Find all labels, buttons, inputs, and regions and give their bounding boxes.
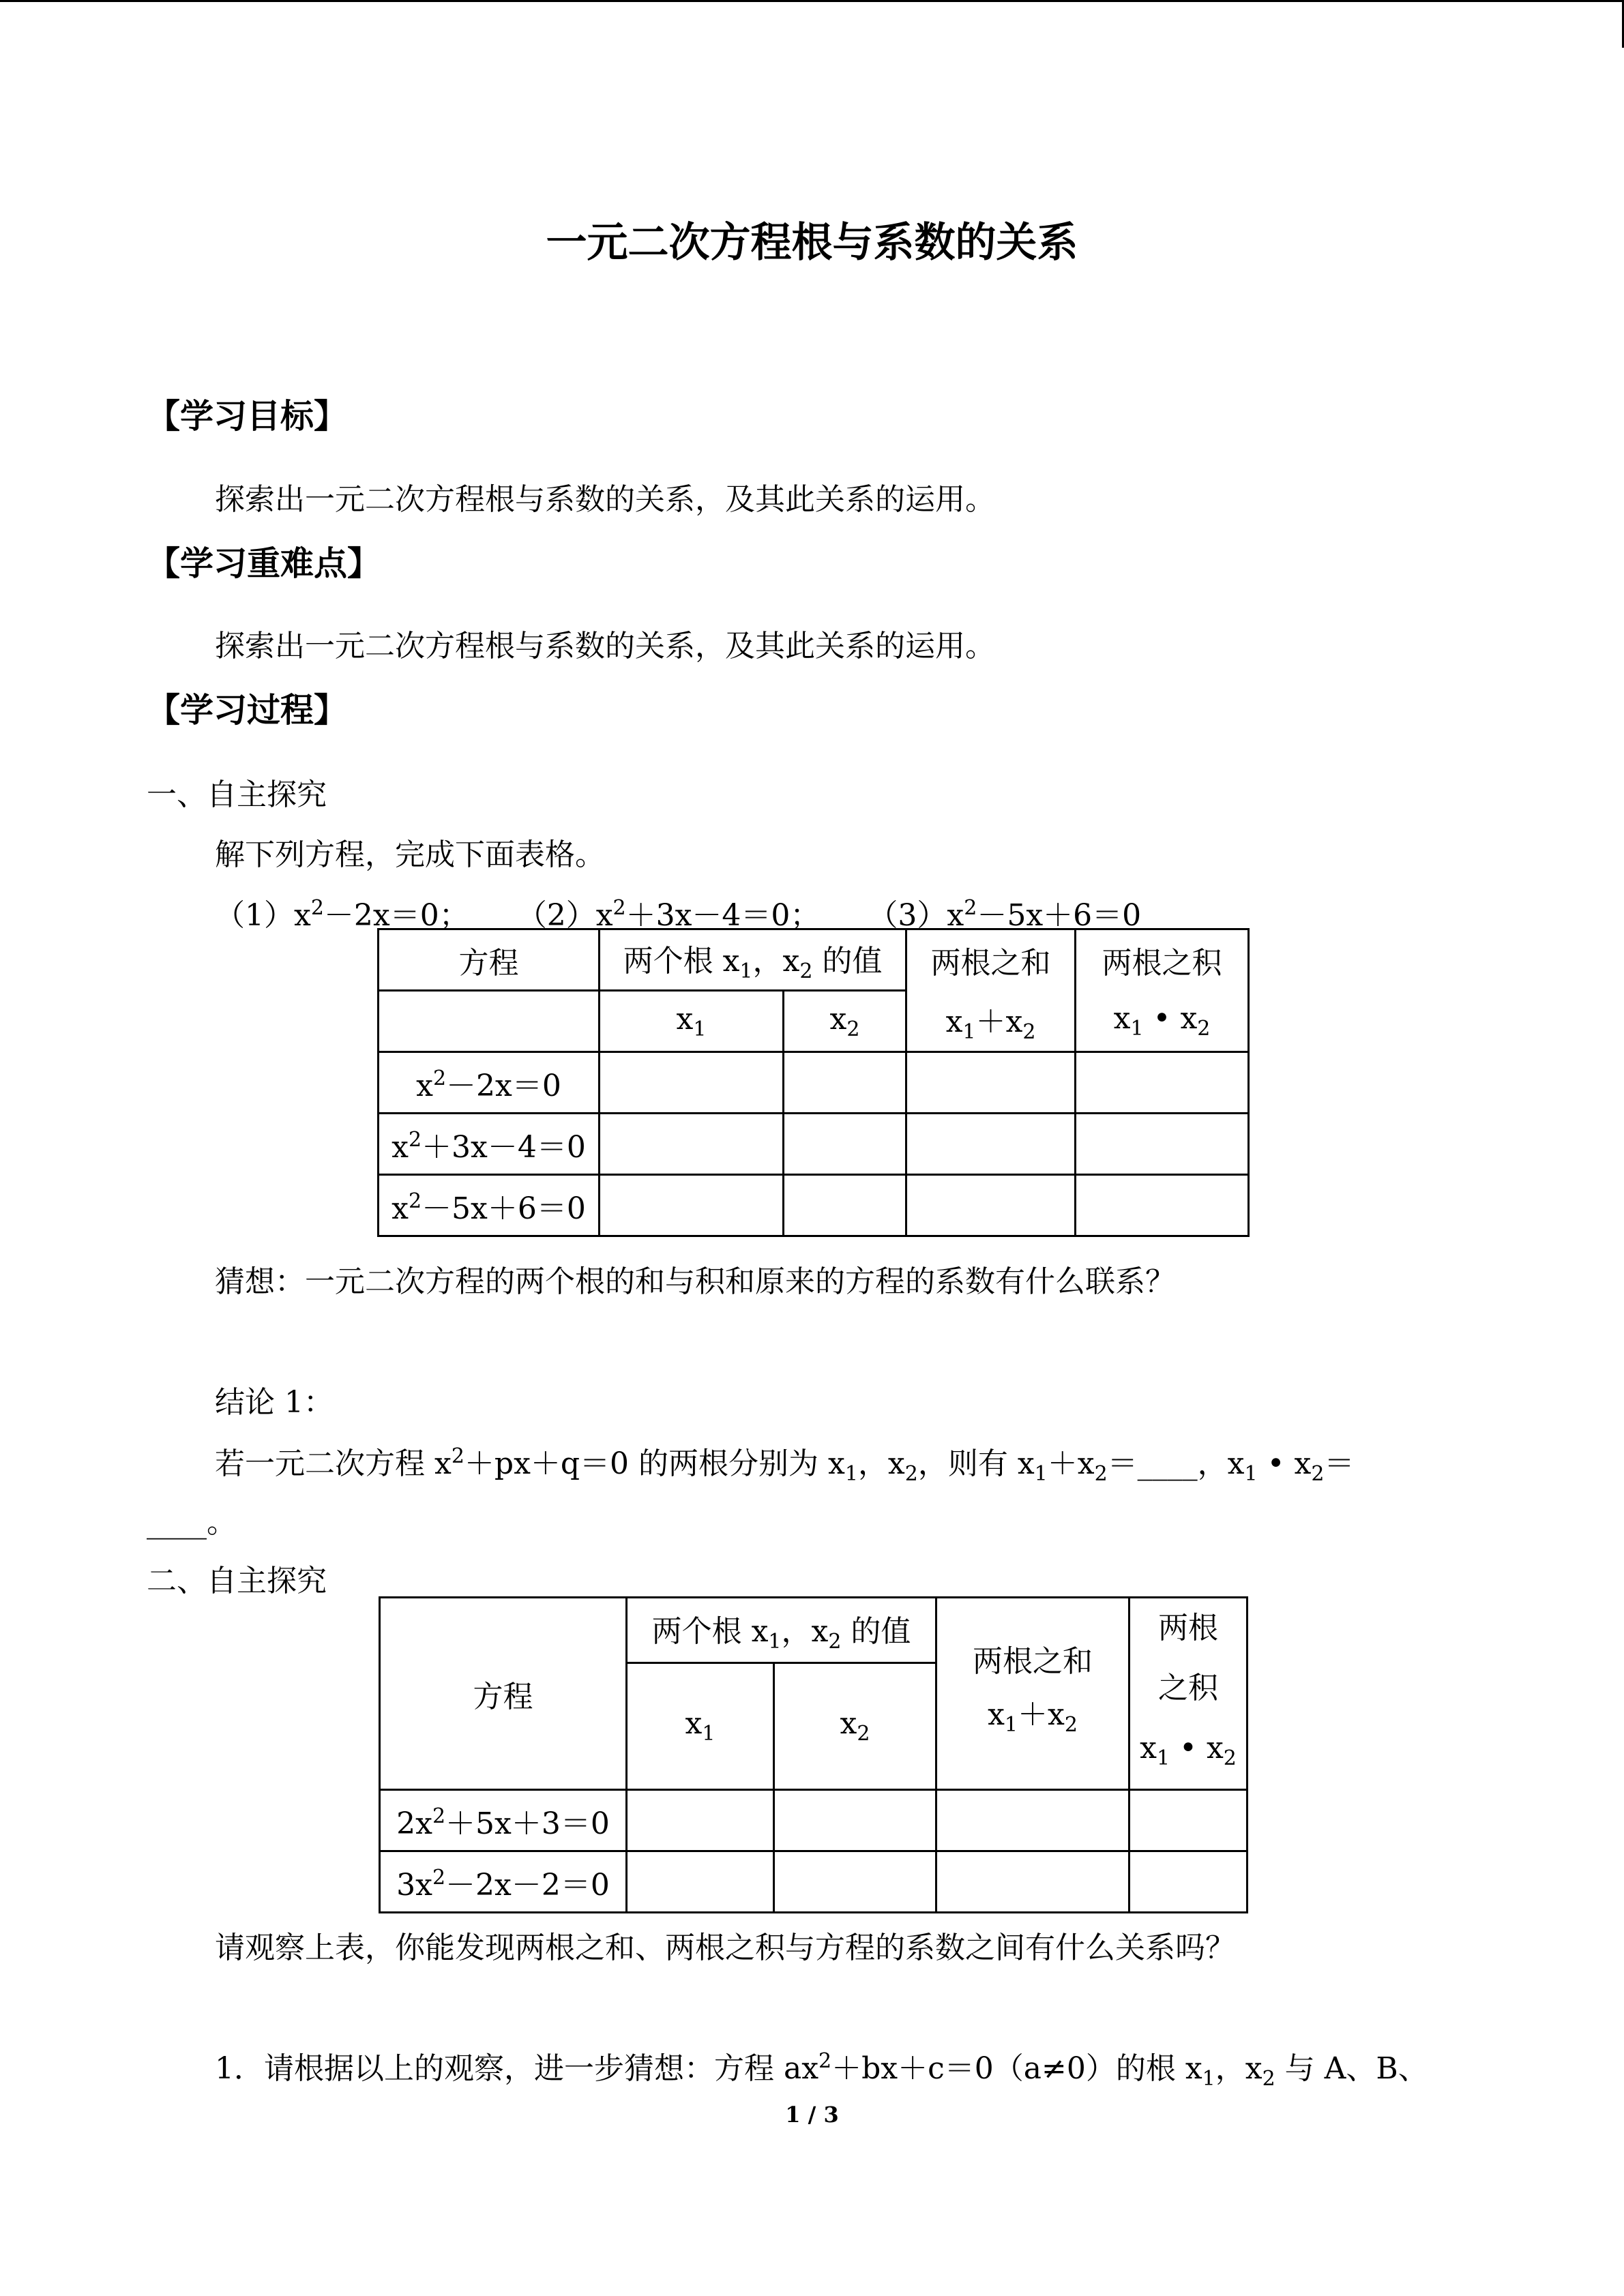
document-title: 一元二次方程根与系数的关系 — [546, 219, 1078, 267]
learning-goal-text: 探索出一元二次方程根与系数的关系，及其此关系的运用。 — [215, 482, 995, 517]
t1-col-x1: $x_1$ — [600, 991, 784, 1052]
t1-cell-sum[interactable] — [906, 1114, 1076, 1175]
heading-learning-goal: 【学习目标】 — [147, 397, 348, 436]
conclusion-title: 结论 1： — [215, 1385, 334, 1420]
t2-header-equation: 方程 — [380, 1598, 627, 1790]
page-number: 1 / 3 — [785, 2102, 839, 2128]
roots-table-1 — [377, 928, 1250, 1237]
guess-text: 猜想：一元二次方程的两个根的和与积和原来的方程的系数有什么联系？ — [215, 1264, 1175, 1299]
conclusion-line: 若一元二次方程 $x^2+px+q=0$ 的两根分别为 $x_1$，$x_2$，则有 $x_1+x_2=\_\_\_\_$，$x_1$ • $x_2=$ — [215, 1444, 1355, 1486]
equation-2: $(2)x^2+3x-4=0$； — [516, 896, 821, 933]
t2-cell-sum[interactable] — [936, 1790, 1130, 1851]
t1-cell-x2[interactable] — [784, 1052, 906, 1114]
t2-cell-sum[interactable] — [936, 1851, 1130, 1913]
heading-learning-process: 【学习过程】 — [147, 691, 348, 730]
t1-col-product-formula: $x_1$ • $x_2$ — [1076, 991, 1249, 1052]
t1-cell-x1[interactable] — [600, 1114, 784, 1175]
t2-header-product: 两根 之积 $x_1$ • $x_2$ — [1130, 1598, 1247, 1790]
roots-table-2 — [379, 1596, 1248, 1913]
t2-header-sum: 两根之和 $x_1+x_2$ — [936, 1598, 1130, 1790]
t2-row-equation: $3x^2-2x-2=0$ — [380, 1851, 627, 1913]
heading-key-points: 【学习重难点】 — [147, 544, 381, 583]
t2-col-x1: $x_1$ — [627, 1663, 774, 1789]
t1-row — [379, 1114, 1249, 1175]
t1-cell-x2[interactable] — [784, 1114, 906, 1175]
t2-cell-product[interactable] — [1130, 1851, 1247, 1913]
t1-row — [379, 1175, 1249, 1236]
t1-cell-x2[interactable] — [784, 1175, 906, 1236]
t2-row-equation: $2x^2+5x+3=0$ — [380, 1790, 627, 1851]
t1-cell-x1[interactable] — [600, 1175, 784, 1236]
t2-cell-x2[interactable] — [774, 1851, 936, 1913]
t2-row — [380, 1790, 1247, 1851]
t2-cell-product[interactable] — [1130, 1790, 1247, 1851]
t2-cell-x1[interactable] — [627, 1851, 774, 1913]
equation-1: $(1)x^2-2x=0$； — [215, 896, 469, 933]
t2-col-x2: $x_2$ — [774, 1663, 936, 1789]
t1-row-equation: $x^2+3x-4=0$ — [379, 1114, 600, 1175]
section1-title: 一、自主探究 — [147, 777, 327, 812]
observe-text: 请观察上表，你能发现两根之和、两根之积与方程的系数之间有什么关系吗？ — [215, 1930, 1235, 1965]
equation-3: $(3)x^2-5x+6=0$ — [868, 896, 1142, 933]
t1-cell-x1[interactable] — [600, 1052, 784, 1114]
section2-title: 二、自主探究 — [147, 1564, 327, 1598]
t1-row — [379, 1052, 1249, 1114]
section1-intro: 解下列方程，完成下面表格。 — [215, 837, 605, 872]
t1-row-equation: $x^2-2x=0$ — [379, 1052, 600, 1114]
t2-cell-x2[interactable] — [774, 1790, 936, 1851]
item1-text: 1．请根据以上的观察，进一步猜想：方程 $ax^2+bx+c=0(a\ne 0)$的根 $x_1$，$x_2$ 与 A、B、 — [215, 2049, 1428, 2091]
t1-cell-product[interactable] — [1076, 1114, 1249, 1175]
t1-empty-cell — [379, 991, 600, 1052]
t1-cell-product[interactable] — [1076, 1052, 1249, 1114]
t1-cell-sum[interactable] — [906, 1052, 1076, 1114]
t1-cell-sum[interactable] — [906, 1175, 1076, 1236]
page-top-border — [0, 0, 1624, 2]
key-points-text: 探索出一元二次方程根与系数的关系，及其此关系的运用。 — [215, 629, 995, 664]
t1-header-product: 两根之积 — [1076, 929, 1249, 991]
t1-col-x2: $x_2$ — [784, 991, 906, 1052]
t1-row-equation: $x^2-5x+6=0$ — [379, 1175, 600, 1236]
t2-row — [380, 1851, 1247, 1913]
t2-header-roots: 两个根 $x_1$，$x_2$ 的值 — [627, 1598, 936, 1663]
t1-col-sum-formula: $x_1+x_2$ — [906, 991, 1076, 1052]
t1-cell-product[interactable] — [1076, 1175, 1249, 1236]
t2-cell-x1[interactable] — [627, 1790, 774, 1851]
t1-header-roots: 两个根 $x_1$，$x_2$ 的值 — [600, 929, 906, 991]
t1-header-sum: 两根之和 — [906, 929, 1076, 991]
conclusion-tail: ____。 — [147, 1505, 237, 1540]
t1-header-equation: 方程 — [379, 929, 600, 991]
